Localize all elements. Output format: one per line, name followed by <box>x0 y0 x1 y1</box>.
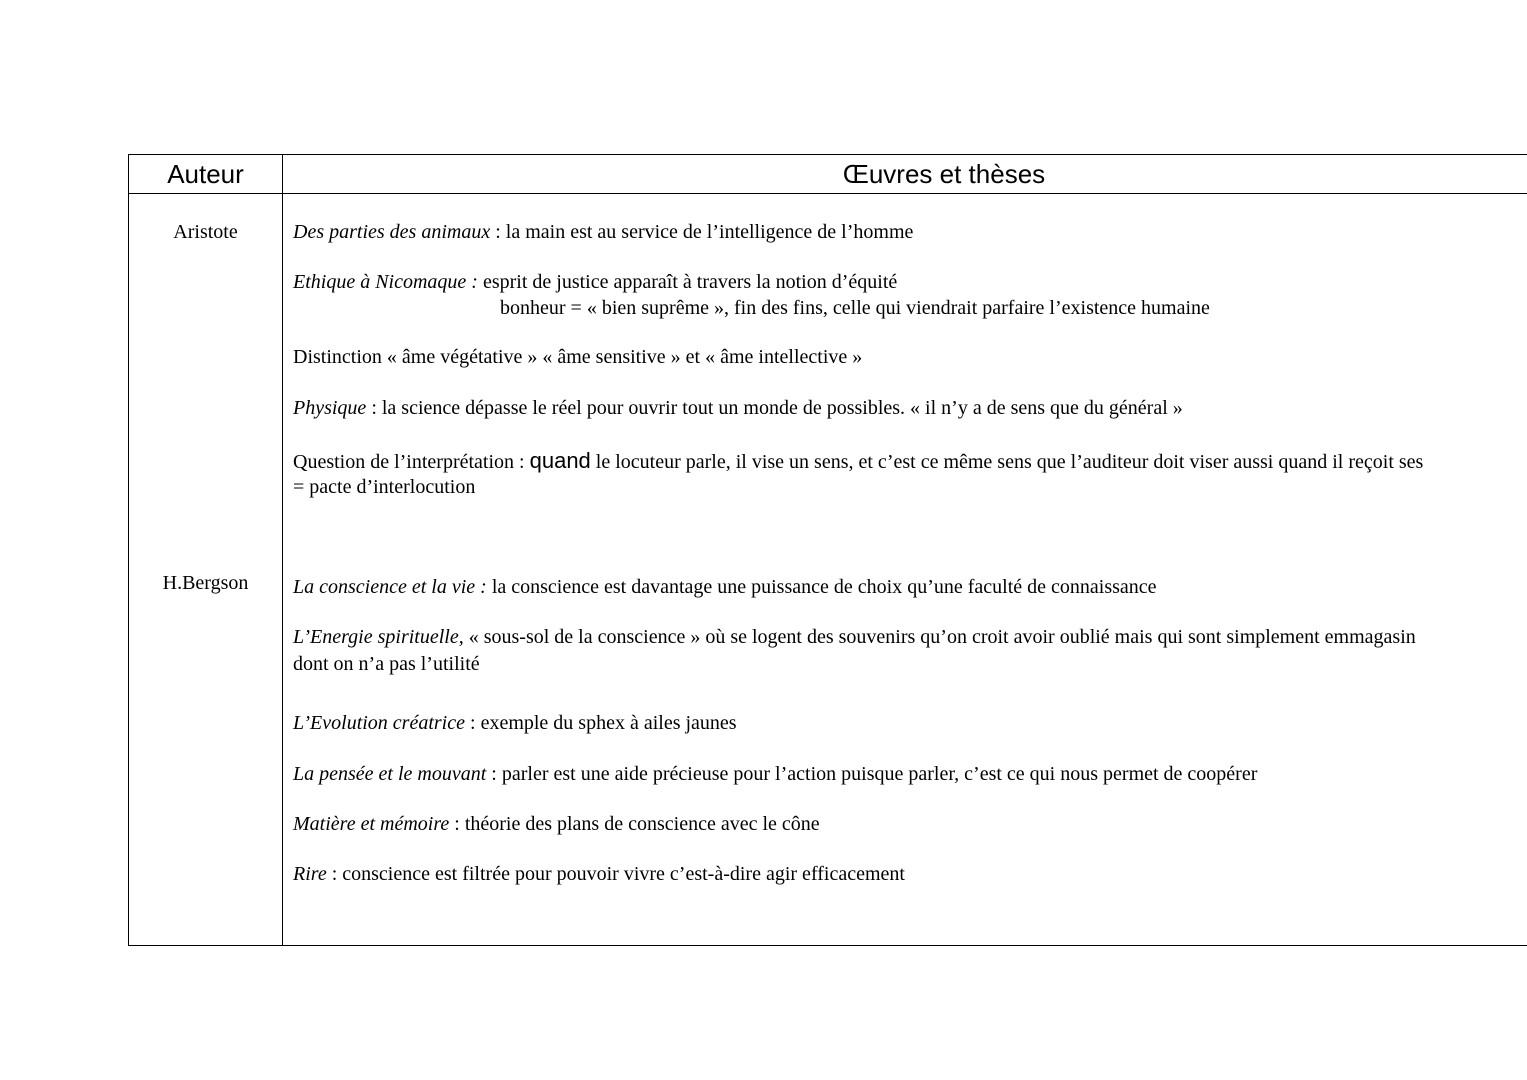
header-author: Auteur <box>167 159 244 189</box>
entry-bergson-6: Rire : conscience est filtrée pour pouvoir vivre c’est-à-dire agir efficacement <box>293 863 905 885</box>
author-bergson: H.Bergson <box>162 572 249 594</box>
entry-aristote-3 <box>293 344 862 370</box>
work-title: La pensée et le mouvant <box>293 763 487 785</box>
entry-aristote-2-continuation: bonheur = « bien suprême », fin des fins, celle qui viendrait parfaire l’existence humaine <box>500 297 1210 319</box>
thesis-text: théorie des plans de conscience avec le cône <box>464 813 820 835</box>
thesis-text: exemple du sphex à ailes jaunes <box>480 712 737 734</box>
thesis-text: la main est au service de l’intelligence de l’homme <box>505 221 914 243</box>
entry-aristote-5-line2: = pacte d’interlocution <box>293 476 476 498</box>
thesis-text: la conscience est davantage une puissance de choix qu’une faculté de connaissance <box>491 576 1157 598</box>
thesis-text: Distinction « âme végétative » « âme sensitive » et « âme intellective » <box>293 346 863 368</box>
thesis-text: « sous-sol de la conscience » où se logent des souvenirs qu’on croit avoir oublié mais qui sont simplement emmagasin <box>468 626 1416 648</box>
author-aristote: Aristote <box>173 221 238 243</box>
emphasis-word: quand <box>529 448 591 473</box>
work-title: La conscience et la vie : <box>293 576 487 598</box>
entry-bergson-3: L’Evolution créatrice : exemple du sphex à ailes jaunes <box>293 712 737 734</box>
column-divider <box>282 154 283 946</box>
entry-bergson-2 <box>293 624 1416 650</box>
header-works: Œuvres et thèses <box>842 159 1046 189</box>
thesis-text: conscience est filtrée pour pouvoir vivre c’est-à-dire agir efficacement <box>342 863 905 885</box>
entry-bergson-2-line2: dont on n’a pas l’utilité <box>293 653 480 675</box>
entry-bergson-4: La pensée et le mouvant : parler est une aide précieuse pour l’action puisque parler, c’est ce qui nous permet de coopérer <box>293 763 1258 785</box>
entry-bergson-5: Matière et mémoire : théorie des plans de conscience avec le cône <box>293 813 820 835</box>
entry-bergson-1 <box>293 574 1157 600</box>
work-title: Rire <box>293 863 327 885</box>
work-title: L’Energie spirituelle, <box>293 626 464 648</box>
work-title: Des parties des animaux <box>293 221 491 243</box>
thesis-text: la science dépasse le réel pour ouvrir tout un monde de possibles. « il n’y a de sens que du général » <box>381 397 1183 419</box>
entry-aristote-4: Physique : la science dépasse le réel pour ouvrir tout un monde de possibles. « il n’y a de sens que du général » <box>293 397 1183 419</box>
thesis-text: le locuteur parle, il vise un sens, et c’est ce même sens que l’auditeur doit viser aussi quand il reçoit ses <box>590 451 1424 473</box>
work-title: Physique <box>293 397 367 419</box>
work-title: Matière et mémoire <box>293 813 450 835</box>
header-divider <box>128 193 1527 194</box>
entry-aristote-1: Des parties des animaux : la main est au service de l’intelligence de l’homme <box>293 221 914 243</box>
entry-aristote-5: Question de l’interprétation : quand le locuteur parle, il vise un sens, et c’est ce même sens que l’auditeur doit viser aussi quand il reçoit ses <box>293 448 1424 473</box>
thesis-text: esprit de justice apparaît à travers la notion d’équité <box>482 271 898 293</box>
entry-aristote-2 <box>293 269 897 295</box>
work-title: Ethique à Nicomaque : <box>293 271 478 293</box>
thesis-text: parler est une aide précieuse pour l’action puisque parler, c’est ce qui nous permet de coopérer <box>501 763 1258 785</box>
work-title: L’Evolution créatrice <box>293 712 465 734</box>
